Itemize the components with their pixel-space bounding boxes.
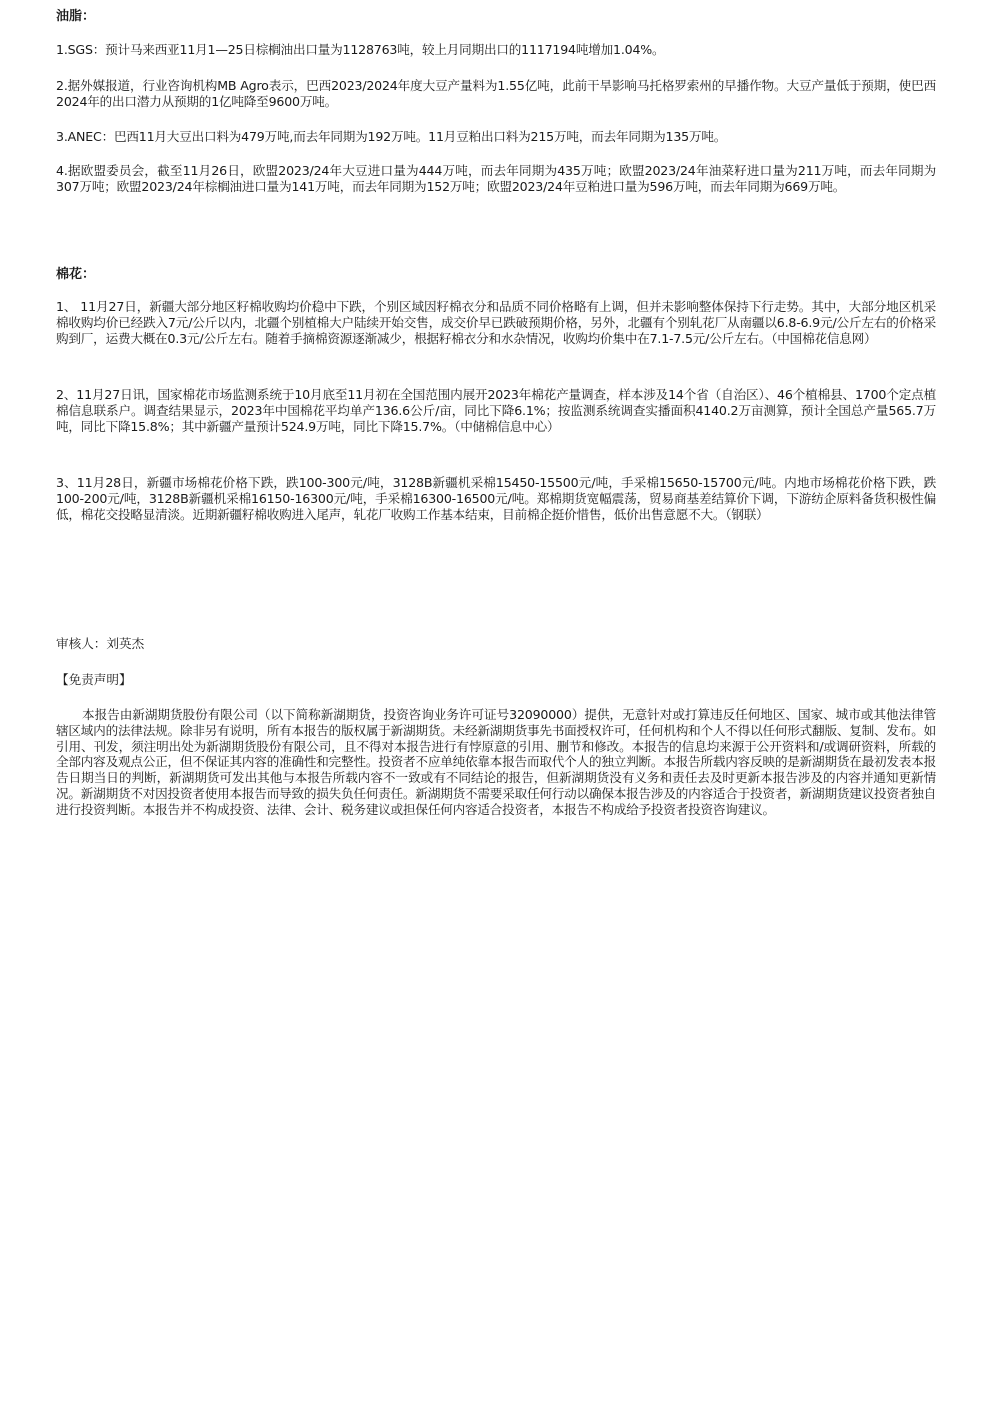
oil-item-sgs: 1.SGS：预计马来西亚11月1—25日棕榈油出口量为1128763吨，较上月同期出口的1117194吨增加1.04%。	[56, 42, 665, 57]
reviewer-line: 审核人：刘英杰	[56, 636, 145, 651]
cotton-item-market-prices: 3、11月28日，新疆市场棉花价格下跌，跌100-300元/吨，3128B新疆机采棉15450-15500元/吨，手采棉15650-15700元/吨。内地市场棉花价格下跌，跌100-200元/吨，3128B新疆机采棉16150-16300元/吨，手采棉16300-16500元/吨。郑棉期货宽幅震荡，贸易商基差结算价下调，下游纺企原料备货积极性偏低，棉花交投略显清淡。近期新疆籽棉收购进入尾声，轧花厂收购工作基本结束，目前棉企挺价惜售，低价出售意愿不大。（钢联）	[56, 475, 936, 522]
oil-item-anec: 3.ANEC：巴西11月大豆出口料为479万吨,而去年同期为192万吨。11月豆粕出口料为215万吨，而去年同期为135万吨。	[56, 129, 727, 144]
cotton-section-title: 棉花：	[56, 267, 96, 282]
cotton-item-output-survey: 2、11月27日讯，国家棉花市场监测系统于10月底至11月初在全国范围内展开2023年棉花产量调查，样本涉及14个省（自治区）、46个植棉县、1700个定点植棉信息联系户。调查结果显示，2023年中国棉花平均单产136.6公斤/亩，同比下降6.1%；按监测系统调查实播面积4140.2万亩测算，预计全国总产量565.7万吨，同比下降15.8%；其中新疆产量预计524.9万吨，同比下降15.7%。（中储棉信息中心）	[56, 387, 936, 434]
disclaimer-title: 【免责声明】	[56, 672, 132, 687]
oil-item-eu-imports: 4.据欧盟委员会，截至11月26日，欧盟2023/24年大豆进口量为444万吨，而去年同期为435万吨；欧盟2023/24年油菜籽进口量为211万吨，而去年同期为307万吨；欧盟2023/24年棕榈油进口量为141万吨，而去年同期为152万吨；欧盟2023/24年豆粕进口量为596万吨，而去年同期为669万吨。	[56, 163, 936, 194]
oil-item-brazil-soy-output: 2.据外媒报道，行业咨询机构MB Agro表示，巴西2023/2024年度大豆产量料为1.55亿吨，此前干旱影响马托格罗索州的早播作物。大豆产量低于预期，使巴西2024年的出口潜力从预期的1亿吨降至9600万吨。	[56, 78, 936, 109]
oil-section-title: 油脂：	[56, 9, 96, 24]
disclaimer-body: 本报告由新湖期货股份有限公司（以下简称新湖期货，投资咨询业务许可证号32090000）提供，无意针对或打算违反任何地区、国家、城市或其他法律管辖区域内的法律法规。除非另有说明，所有本报告的版权属于新湖期货。未经新湖期货事先书面授权许可，任何机构和个人不得以任何形式翻版、复制、发布。如引用、刊发，须注明出处为新湖期货股份有限公司，且不得对本报告进行有悖原意的引用、删节和修改。本报告的信息均来源于公开资料和/或调研资料，所载的全部内容及观点公正，但不保证其内容的准确性和完整性。投资者不应单纯依靠本报告而取代个人的独立判断。本报告所载内容反映的是新湖期货在最初发表本报告日期当日的判断，新湖期货可发出其他与本报告所载内容不一致或有不同结论的报告，但新湖期货没有义务和责任去及时更新本报告涉及的内容并通知更新情况。新湖期货不对因投资者使用本报告而导致的损失负任何责任。新湖期货不需要采取任何行动以确保本报告涉及的内容适合于投资者，新湖期货建议投资者独自进行投资判断。本报告并不构成投资、法律、会计、税务建议或担保任何内容适合投资者，本报告不构成给予投资者投资咨询建议。	[56, 707, 936, 817]
cotton-item-xinjiang-seed-cotton: 1、 11月27日，新疆大部分地区籽棉收购均价稳中下跌，个别区域因籽棉衣分和品质不同价格略有上调，但并未影响整体保持下行走势。其中，大部分地区机采棉收购均价已经跌入7元/公斤以内，北疆个别植棉大户陆续开始交售，成交价早已跌破预期价格，另外，北疆有个别轧花厂从南疆以6.8-6.9元/公斤左右的价格采购到厂，运费大概在0.3元/公斤左右。随着手摘棉资源逐渐减少，根据籽棉衣分和水杂情况，收购均价集中在7.1-7.5元/公斤左右。（中国棉花信息网）	[56, 299, 936, 346]
